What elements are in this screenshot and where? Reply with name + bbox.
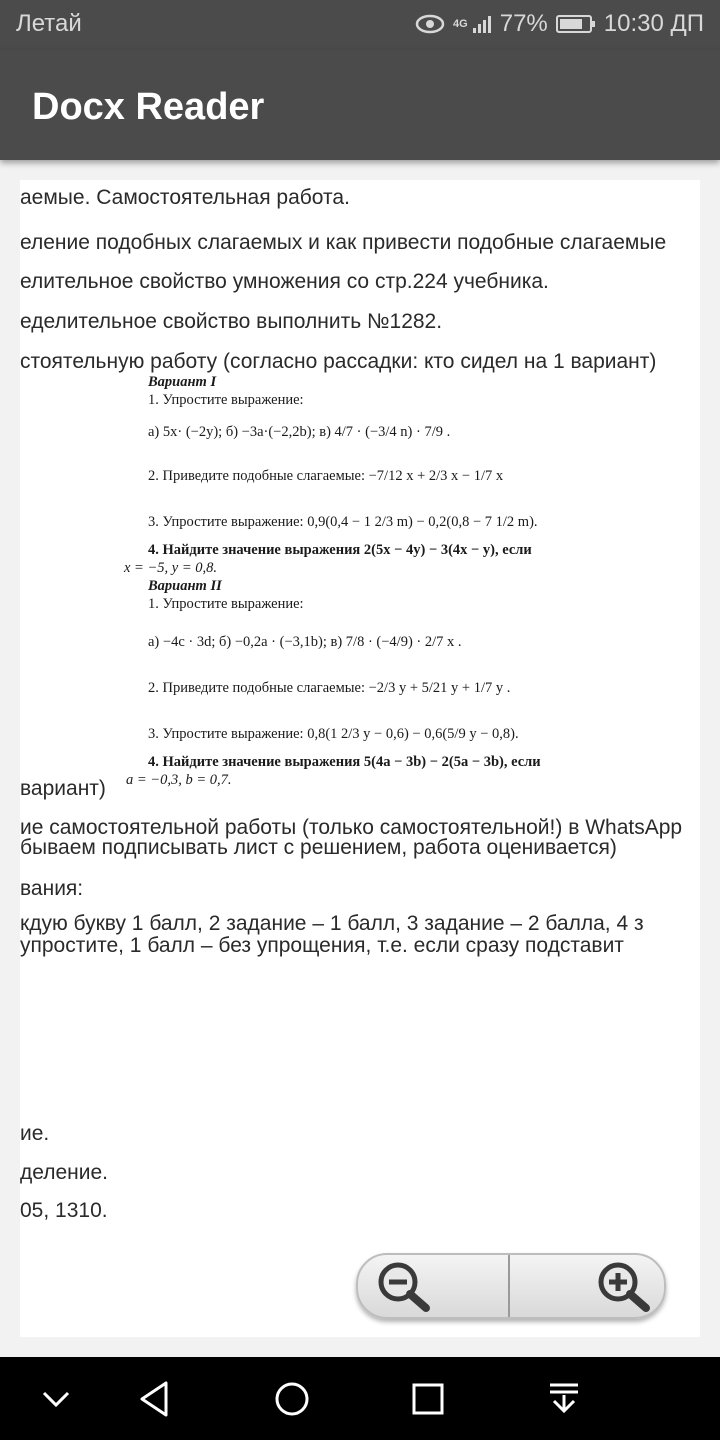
- doc-line: вания:: [20, 877, 84, 900]
- doc-line: ие.: [20, 1122, 50, 1145]
- status-icons: [415, 10, 704, 38]
- eye-icon: [415, 14, 445, 34]
- status-bar: [0, 0, 720, 50]
- recents-icon[interactable]: [406, 1377, 450, 1421]
- v1-task-2: 2. Приведите подобные слагаемые: −7/12 x + 2/3 x − 1/7 x: [148, 468, 504, 484]
- v1-task-4-condition: x = −5, y = 0,8.: [124, 560, 217, 576]
- doc-line: аемые. Самостоятельная работа.: [20, 186, 350, 209]
- v1-task-4: 4. Найдите значение выражения 2(5x − 4y) − 3(4x − y), если: [148, 542, 532, 558]
- carrier-name: Летай: [16, 10, 82, 37]
- v2-task-2: 2. Приведите подобные слагаемые: −2/3 y + 5/21 y + 1/7 y .: [148, 680, 511, 696]
- zoom-out-icon: [372, 1258, 436, 1314]
- notifications-icon[interactable]: [542, 1377, 586, 1421]
- doc-line: ие самостоятельной работы (только самостоятельной!) в WhatsApp: [20, 816, 683, 839]
- zoom-out-button[interactable]: [358, 1255, 510, 1317]
- home-icon[interactable]: [270, 1377, 314, 1421]
- doc-line: бываем подписывать лист с решением, работа оценивается): [20, 836, 617, 859]
- v2-task-4: 4. Найдите значение выражения 5(4a − 3b) − 2(5a − 3b), если: [148, 754, 541, 770]
- v2-task-1-items: а) −4c · 3d; б) −0,2a · (−3,1b); в) 7/8 · (−4/9) · 2/7 x .: [148, 634, 462, 650]
- navigation-bar: [0, 1357, 720, 1440]
- app-title: Docx Reader: [32, 86, 265, 128]
- variant-2-heading: Вариант II: [148, 578, 222, 594]
- doc-line: деление.: [20, 1161, 109, 1184]
- zoom-controls: [356, 1253, 666, 1319]
- document-view[interactable]: [20, 180, 700, 1337]
- variant-1-heading: Вариант I: [148, 374, 217, 390]
- signal-icon: [472, 14, 492, 34]
- doc-line: стоятельную работу (согласно рассадки: кто сидел на 1 вариант): [20, 350, 657, 373]
- zoom-in-button[interactable]: [510, 1255, 660, 1317]
- doc-line: еделительное свойство выполнить №1282.: [20, 310, 443, 333]
- doc-line: упростите, 1 балл – без упрощения, т.е. если сразу подставит: [20, 934, 624, 957]
- chevron-down-icon[interactable]: [34, 1377, 78, 1421]
- clock: 10:30 ДП: [603, 10, 704, 37]
- doc-line: кдую букву 1 балл, 2 задание – 1 балл, 3 задание – 2 балла, 4 з: [20, 912, 644, 935]
- v1-task-1-items: а) 5x· (−2y); б) −3a·(−2,2b); в) 4/7 · (−3/4 n) · 7/9 .: [148, 424, 451, 440]
- doc-line: елительное свойство умножения со стр.224 учебника.: [20, 270, 549, 293]
- doc-line: 05, 1310.: [20, 1199, 108, 1222]
- v2-task-4-condition: a = −0,3, b = 0,7.: [126, 772, 232, 788]
- battery-percent: 77%: [499, 10, 548, 37]
- v1-task-1: 1. Упростите выражение:: [148, 392, 304, 408]
- back-icon[interactable]: [134, 1377, 178, 1421]
- v1-task-3: 3. Упростите выражение: 0,9(0,4 − 1 2/3 m) − 0,2(0,8 − 7 1/2 m).: [148, 514, 538, 530]
- v2-task-1: 1. Упростите выражение:: [148, 596, 304, 612]
- doc-line: еление подобных слагаемых и как привести подобные слагаемые: [20, 231, 667, 254]
- doc-line: вариант): [20, 777, 106, 800]
- v2-task-3: 3. Упростите выражение: 0,8(1 2/3 y − 0,6) − 0,6(5/9 y − 0,8).: [148, 726, 519, 742]
- embedded-task-image: [120, 372, 540, 792]
- battery-icon: [556, 14, 596, 34]
- zoom-in-icon: [592, 1258, 656, 1314]
- app-bar: [0, 50, 720, 160]
- network-type: 4G: [453, 17, 468, 30]
